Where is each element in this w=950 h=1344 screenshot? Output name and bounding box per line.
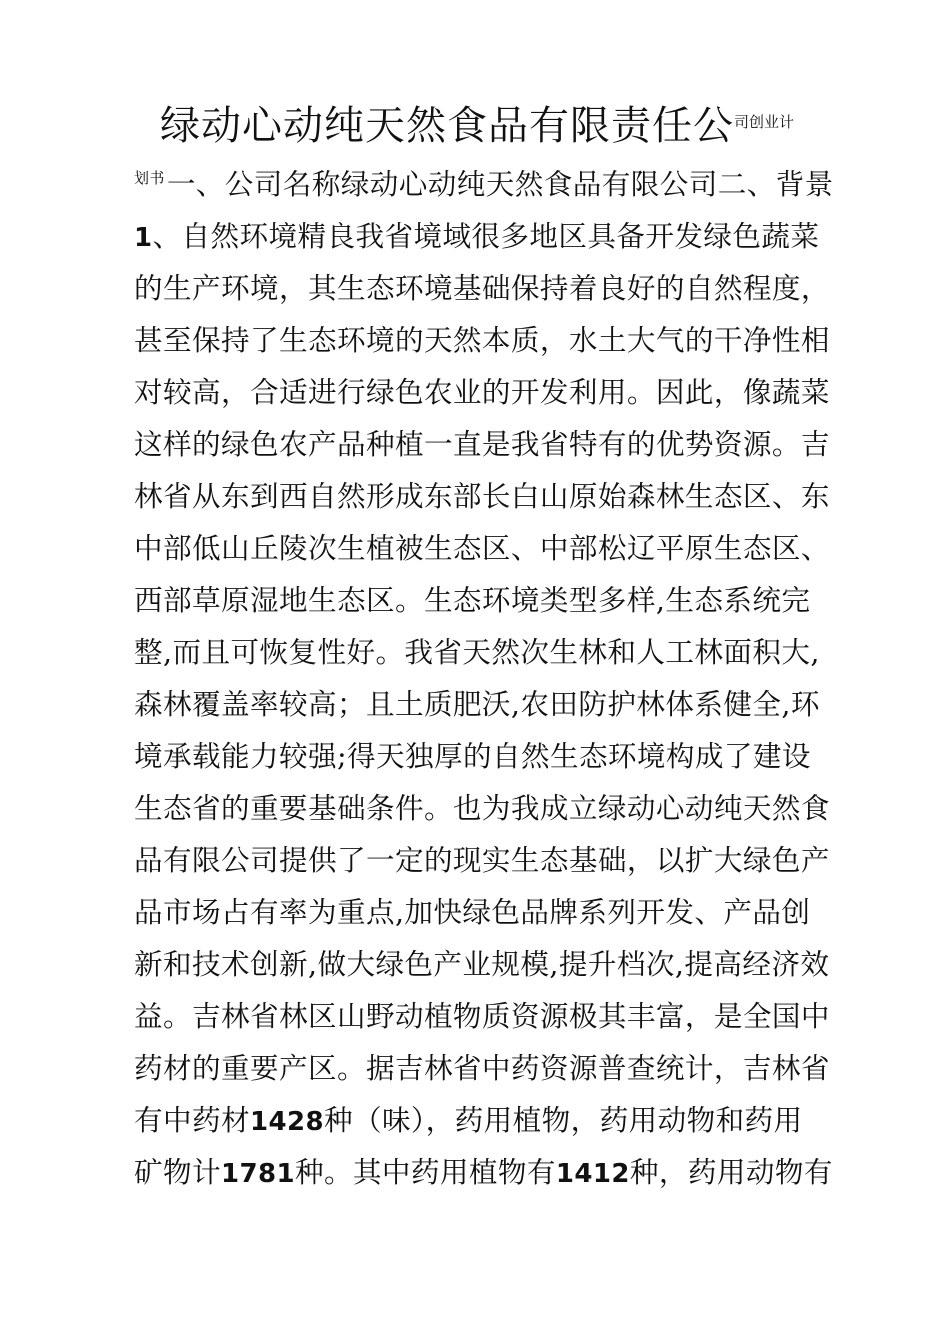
number-text: 1428 xyxy=(249,1107,324,1137)
body-line: 新和技术创新,做大绿色产业规模,提升档次,提高经济效 xyxy=(134,947,830,981)
document-body xyxy=(134,158,834,1198)
body-line: 有中药材1428种（味），药用植物，药用动物和药用 xyxy=(134,1103,803,1137)
body-line: 对较高，合适进行绿色农业的开发利用。因此，像蔬菜 xyxy=(134,375,830,409)
title-main-text: 绿动心动纯天然食品有限责任公 xyxy=(160,103,734,149)
body-line: 境承载能力较强;得天独厚的自然生态环境构成了建设 xyxy=(134,739,811,773)
body-line: 中部低山丘陵次生植被生态区、中部松辽平原生态区、 xyxy=(134,531,830,565)
body-line: 药材的重要产区。据吉林省中药资源普查统计，吉林省 xyxy=(134,1051,830,1085)
body-line: 生态省的重要基础条件。也为我成立绿动心动纯天然食 xyxy=(134,791,830,825)
body-line: 森林覆盖率较高；且土质肥沃,农田防护林体系健全,环 xyxy=(134,687,820,721)
body-line: 益。吉林省林区山野动植物质资源极其丰富，是全国中 xyxy=(134,999,830,1033)
body-line: 甚至保持了生态环境的天然本质，水土大气的干净性相 xyxy=(134,323,830,357)
body-line: 1、自然环境精良我省境域很多地区具备开发绿色蔬菜 xyxy=(134,219,820,253)
number-text: 1412 xyxy=(555,1159,630,1189)
body-line: 林省从东到西自然形成东部长白山原始森林生态区、东 xyxy=(134,479,830,513)
body-line: 品市场占有率为重点,加快绿色品牌系列开发、产品创 xyxy=(134,895,811,929)
body-line: 整,而且可恢复性好。我省天然次生林和人工林面积大, xyxy=(134,635,820,669)
number-text: 1781 xyxy=(220,1159,295,1189)
number-text: 1 xyxy=(134,223,153,253)
body-line: 矿物计1781种。其中药用植物有1412种，药用动物有 xyxy=(134,1155,833,1189)
title-small-text: 司创业计 xyxy=(734,113,795,131)
document-title xyxy=(160,98,794,154)
body-line xyxy=(134,158,834,210)
body-line-text: 一、公司名称绿动心动纯天然食品有限公司二、背景 xyxy=(166,167,834,201)
body-line: 西部草原湿地生态区。生态环境类型多样,生态系统完 xyxy=(134,583,811,617)
body-line: 这样的绿色农产品种植一直是我省特有的优势资源。吉 xyxy=(134,427,830,461)
title-continuation-text: 划书 xyxy=(134,169,165,187)
body-line: 品有限公司提供了一定的现实生态基础，以扩大绿色产 xyxy=(134,843,830,877)
body-line: 的生产环境，其生态环境基础保持着良好的自然程度， xyxy=(134,271,830,305)
